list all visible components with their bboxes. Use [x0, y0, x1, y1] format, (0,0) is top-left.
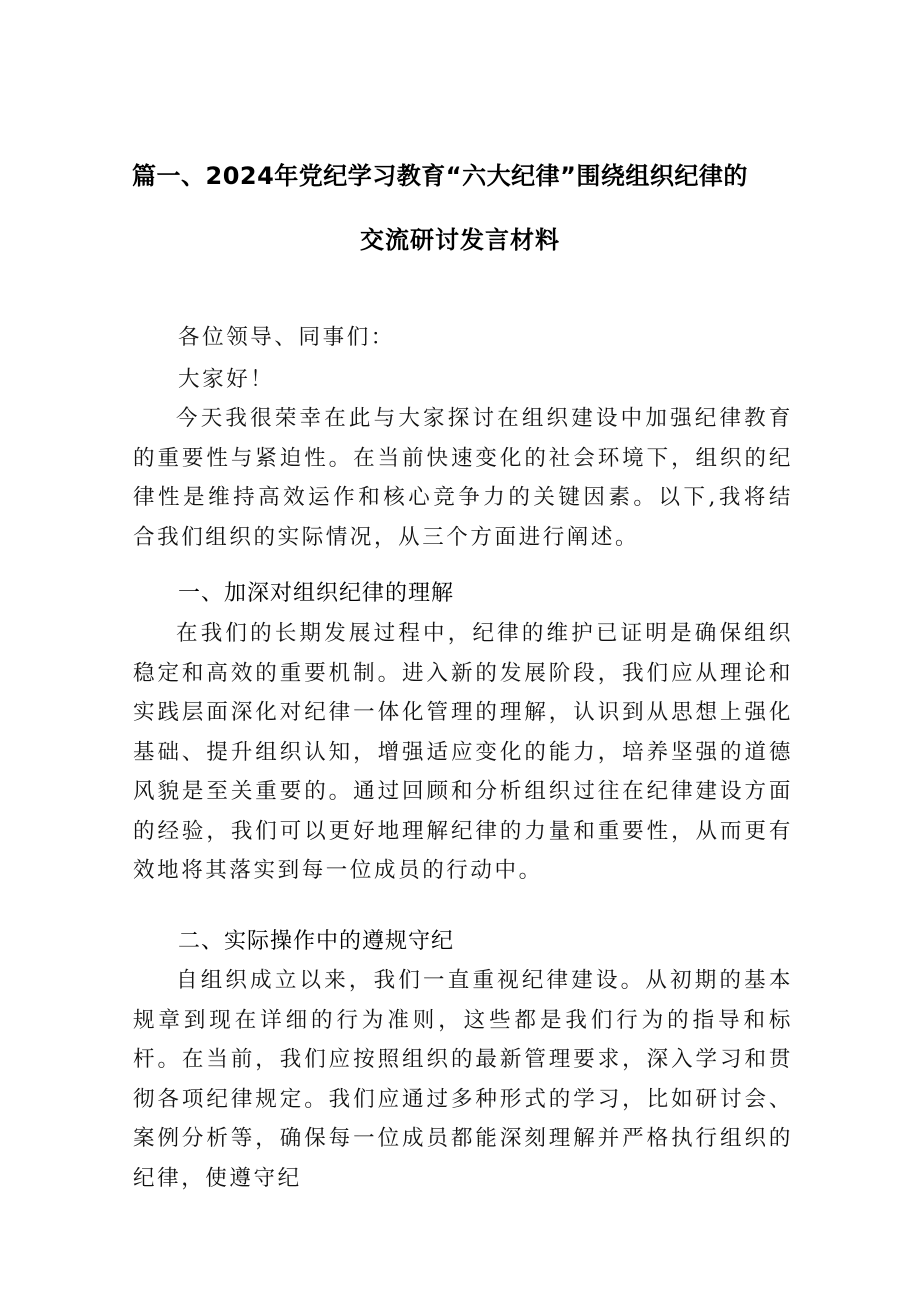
salutation: 各位领导、同事们：	[178, 325, 395, 350]
greeting: 大家好！	[178, 367, 275, 392]
document-title-line-2: 交流研讨发言材料	[360, 226, 560, 254]
section-2-paragraph: 自组织成立以来，我们一直重视纪律建设。从初期的基本规章到现在详细的行为准则，这些都是我们行为的指导和标杆。在当前，我们应按照组织的最新管理要求，深入学习和贯彻各项纪律规定。我们应通过多种形式的学习，比如研讨会、案例分析等，确保每一位成员都能深刻理解并严格执行组织的纪律，使遵守纪	[133, 968, 793, 1191]
section-1-heading: 一、加深对组织纪律的理解	[178, 581, 455, 606]
intro-paragraph: 今天我很荣幸在此与大家探讨在组织建设中加强纪律教育的重要性与紧迫性。在当前快速变化的社会环境下，组织的纪律性是维持高效运作和核心竞争力的关键因素。以下,我将结合我们组织的实际情况，从三个方面进行阐述。	[133, 406, 793, 550]
section-1-paragraph: 在我们的长期发展过程中，纪律的维护已证明是确保组织稳定和高效的重要机制。进入新的发展阶段，我们应从理论和实践层面深化对纪律一体化管理的理解，认识到从思想上强化基础、提升组织认知，增强适应变化的能力，培养坚强的道德风貌是至关重要的。通过回顾和分析组织过往在纪律建设方面的经验，我们可以更好地理解纪律的力量和重要性，从而更有效地将其落实到每一位成员的行动中。	[133, 621, 793, 883]
document-title-line-1: 篇一、2024年党纪学习教育“六大纪律”围绕组织纪律的	[132, 162, 748, 190]
section-2-heading: 二、实际操作中的遵规守纪	[178, 929, 455, 954]
